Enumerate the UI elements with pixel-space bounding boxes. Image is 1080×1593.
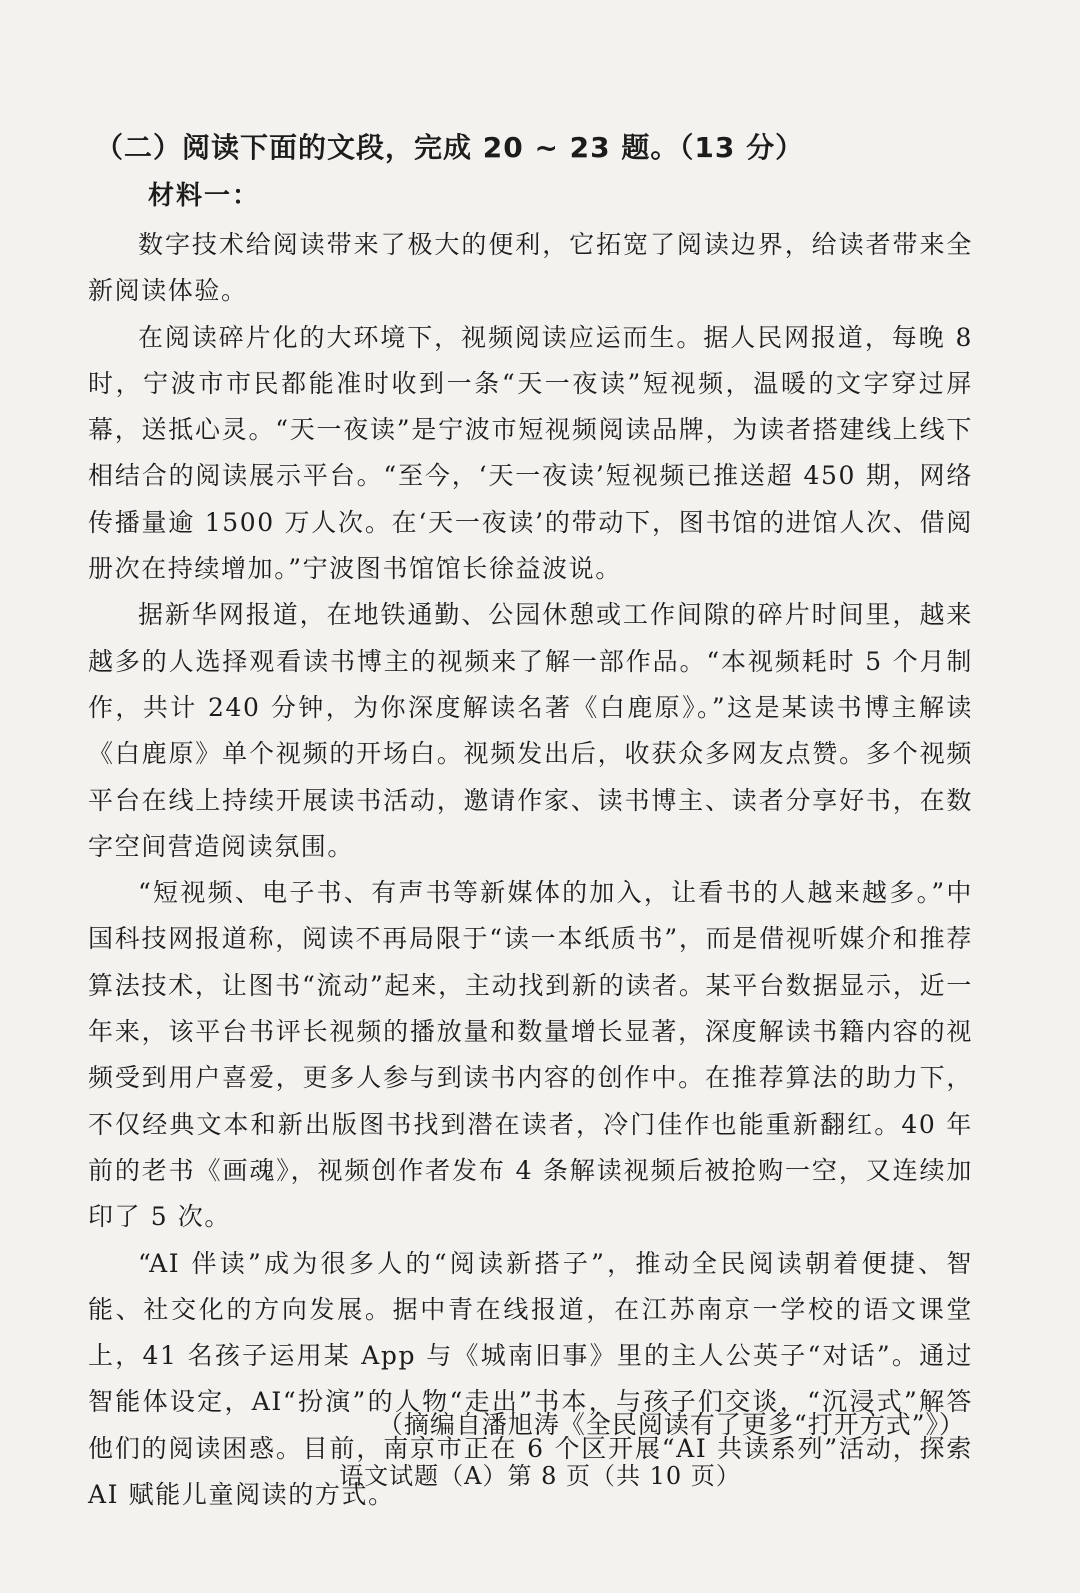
material-label: 材料一： [148, 181, 261, 211]
paragraph-2: 在阅读碎片化的大环境下，视频阅读应运而生。据人民网报道，每晚 8 时，宁波市市民都能准时收到一条“天一夜读”短视频，温暖的文字穿过屏幕，送抵心灵。“天一夜读”是宁波市短视频阅读品牌，为读者搭建线上线下相结合的阅读展示平台。“至今，‘天一夜读’短视频已推送超 450 期，网络传播量逾 1500 万人次。在‘天一夜读’的带动下，图书馆的进馆人次、借阅册次在持续增加。”宁波图书馆馆长徐益波说。 [88, 322, 973, 584]
section-heading: （二）阅读下面的文段，完成 20 ~ 23 题。（13 分） [95, 131, 805, 164]
paragraph-4: “短视频、电子书、有声书等新媒体的加入，让看书的人越来越多。”中国科技网报道称，阅读不再局限于“读一本纸质书”，而是借视听媒介和推荐算法技术，让图书“流动”起来，主动找到新的读者。某平台数据显示，近一年来，该平台书评长视频的播放量和数量增长显著，深度解读书籍内容的视频受到用户喜爱，更多人参与到读书内容的创作中。在推荐算法的助力下，不仅经典文本和新出版图书找到潜在读者，冷门佳作也能重新翻红。40 年前的老书《画魂》，视频创作者发布 4 条解读视频后被抢购一空，又连续加印了 5 次。 [88, 878, 973, 1232]
paragraph-3: 据新华网报道，在地铁通勤、公园休憩或工作间隙的碎片时间里，越来越多的人选择观看读书博主的视频来了解一部作品。“本视频耗时 5 个月制作，共计 240 分钟，为你深度解读名著《白鹿原》。”这是某读书博主解读《白鹿原》单个视频的开场白。视频发出后，收获众多网友点赞。多个视频平台在线上持续开展读书活动，邀请作家、读书博主、读者分享好书，在数字空间营造阅读氛围。 [88, 600, 973, 861]
passage-body [88, 222, 973, 1518]
paragraph-5: “AI 伴读”成为很多人的“阅读新搭子”，推动全民阅读朝着便捷、智能、社交化的方向发展。据中青在线报道，在江苏南京一学校的语文课堂上，41 名孩子运用某 App 与《城南旧事》里的主人公英子“对话”。通过智能体设定，AI“扮演”的人物“走出”书本，与孩子们交谈，“沉浸式”解答他们的阅读困惑。目前，南京市正在 6 个区开展“AI 共读系列”活动，探索 AI 赋能儿童阅读的方式。 [88, 1248, 973, 1510]
paragraph-1: 数字技术给阅读带来了极大的便利，它拓宽了阅读边界，给读者带来全新阅读体验。 [88, 230, 973, 306]
page-footer: 语文试题（A）第 8 页（共 10 页） [339, 1462, 741, 1490]
source-citation: （摘编自潘旭涛《全民阅读有了更多“打开方式”》） [377, 1410, 965, 1439]
